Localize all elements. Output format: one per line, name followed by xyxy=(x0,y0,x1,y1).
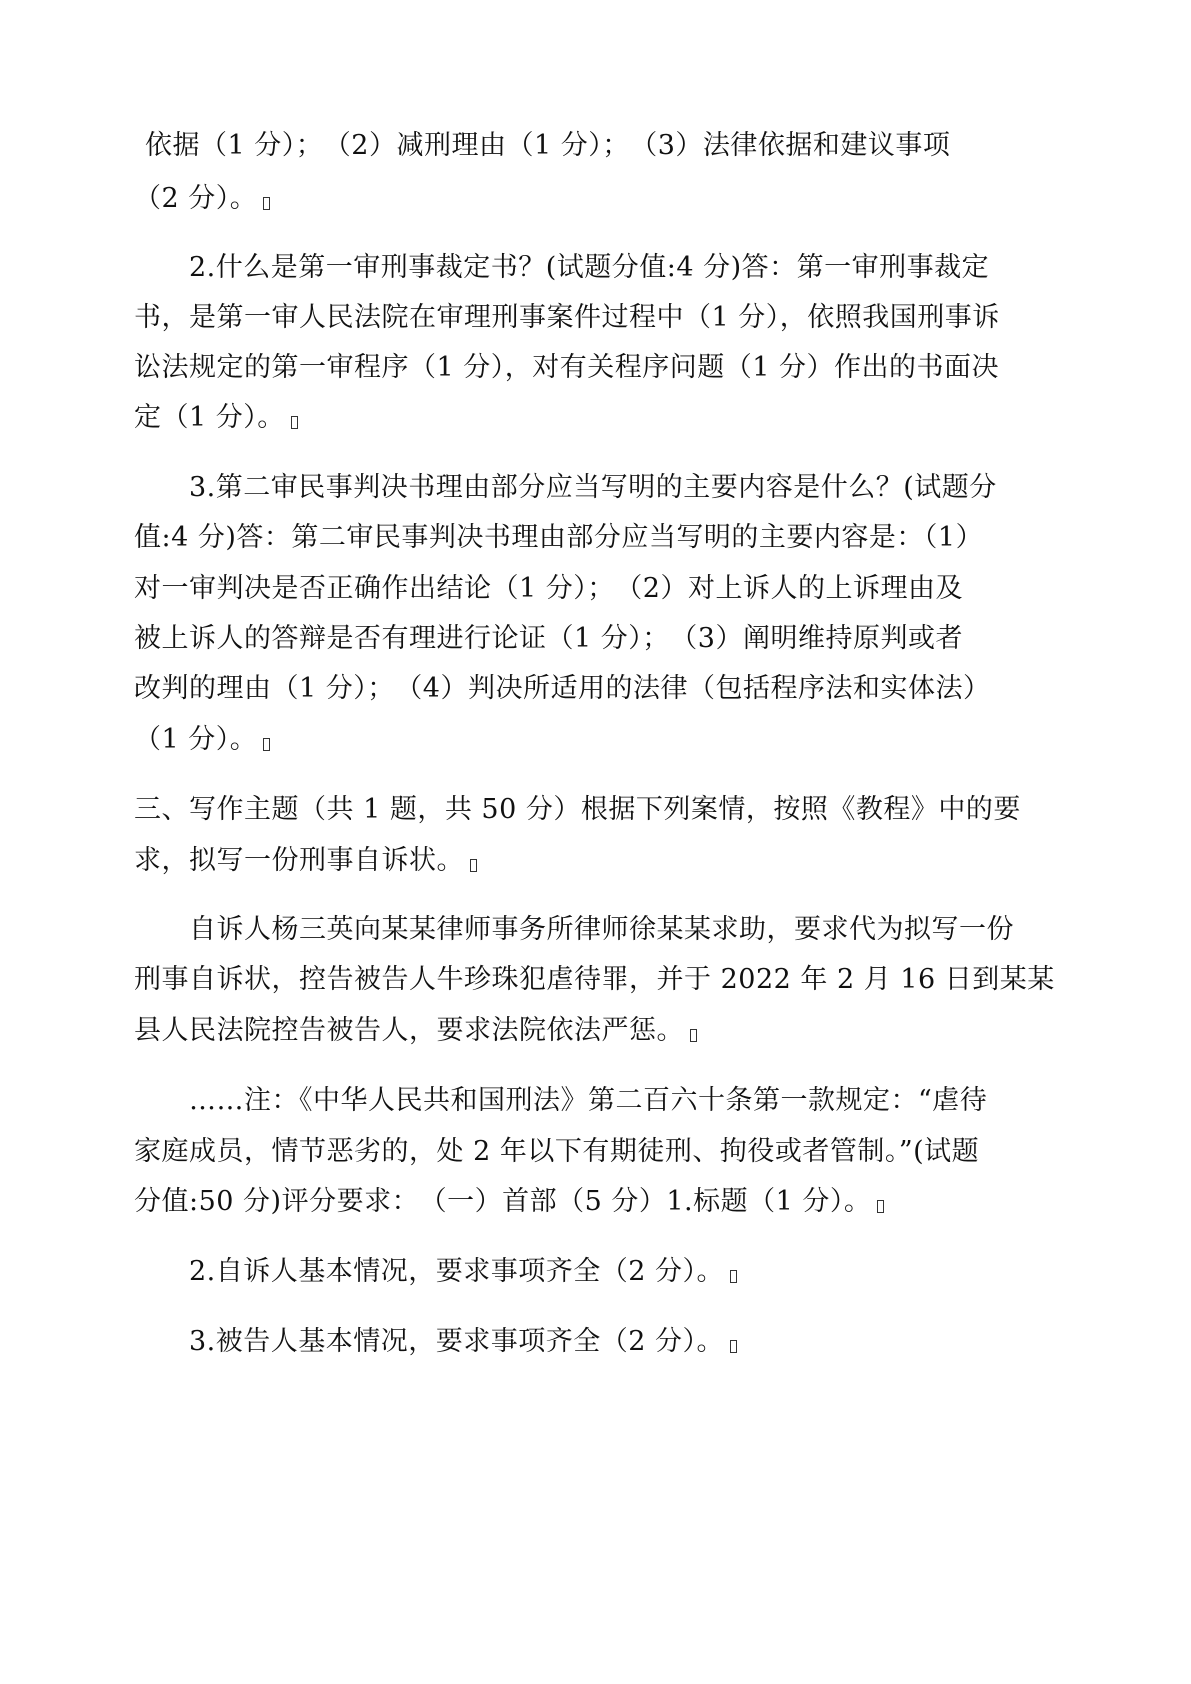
text-line: 自诉人杨三英向某某律师事务所律师徐某某求助，要求代为拟写一份 xyxy=(134,914,1014,945)
text-line: 2.什么是第一审刑事裁定书？(试题分值:4 分)答：第一审刑事裁定 xyxy=(134,252,990,283)
paragraph-mark-icon xyxy=(690,1029,697,1042)
paragraph-mark-icon xyxy=(730,1340,737,1353)
paragraph-mark-icon xyxy=(263,738,270,751)
text-line: 家庭成员，情节恶劣的，处 2 年以下有期徒刑、拘役或者管制。”(试题 xyxy=(134,1136,980,1167)
text-line: ……注：《中华人民共和国刑法》第二百六十条第一款规定：“虐待 xyxy=(134,1085,988,1116)
text-line: 3.第二审民事判决书理由部分应当写明的主要内容是什么？(试题分 xyxy=(134,472,997,503)
text-line: 县人民法院控告被告人，要求法院依法严惩。 xyxy=(134,1013,697,1049)
text-line: 3.被告人基本情况，要求事项齐全（2 分）。 xyxy=(134,1324,737,1360)
text-line: 刑事自诉状，控告被告人牛珍珠犯虐待罪，并于 2022 年 2 月 16 日到某某 xyxy=(134,964,1055,995)
text-line: 对一审判决是否正确作出结论（1 分）； （2）对上诉人的上诉理由及 xyxy=(134,573,963,604)
text-line: 讼法规定的第一审程序（1 分），对有关程序问题（1 分）作出的书面决 xyxy=(134,352,1000,383)
text-line: 依据（1 分）； （2）减刑理由（1 分）； （3）法律依据和建议事项 xyxy=(145,130,951,161)
text-line: 书，是第一审人民法院在审理刑事案件过程中（1 分），依照我国刑事诉 xyxy=(134,302,1000,333)
text-line: 求，拟写一份刑事自诉状。 xyxy=(134,843,477,879)
paragraph-mark-icon xyxy=(730,1270,737,1283)
text-line: 改判的理由（1 分）； （4）判决所适用的法律（包括程序法和实体法） xyxy=(134,673,991,704)
paragraph-mark-icon xyxy=(291,416,298,429)
paragraph-mark-icon xyxy=(263,197,270,210)
text-line: 被上诉人的答辩是否有理进行论证（1 分）； （3）阐明维持原判或者 xyxy=(134,623,963,654)
paragraph-mark-icon xyxy=(877,1200,884,1213)
text-line: 值:4 分)答：第二审民事判决书理由部分应当写明的主要内容是：（1） xyxy=(134,522,984,553)
text-line: 定（1 分）。 xyxy=(134,400,298,436)
text-line: 2.自诉人基本情况，要求事项齐全（2 分）。 xyxy=(134,1254,737,1290)
paragraph-mark-icon xyxy=(470,859,477,872)
text-line: （2 分）。 xyxy=(134,181,270,217)
text-line: 分值:50 分)评分要求： （一）首部（5 分）1.标题（1 分）。 xyxy=(134,1184,884,1220)
text-line: （1 分）。 xyxy=(134,722,270,758)
section-heading: 三、写作主题（共 1 题，共 50 分）根据下列案情，按照《教程》中的要 xyxy=(134,794,1021,825)
